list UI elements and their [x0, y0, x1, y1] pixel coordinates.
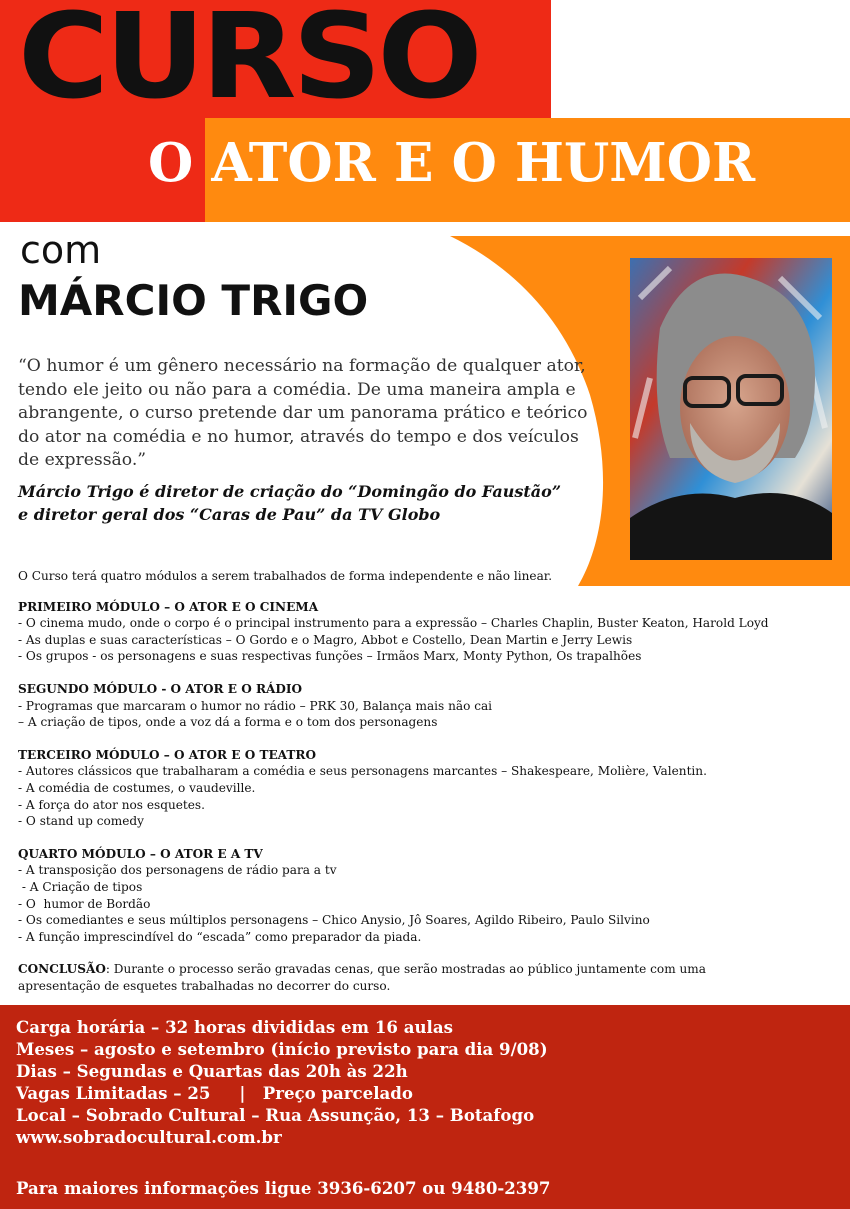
course-intro: O Curso terá quatro módulos a serem trabalhados de forma independente e não linear. — [18, 569, 553, 583]
footer-days: Dias – Segundas e Quartas das 20h às 22h — [16, 1061, 408, 1081]
module-item: - A força do ator nos esquetes. — [18, 797, 205, 812]
bio-line-2: e diretor geral dos “Caras de Pau” da TV Globo — [18, 505, 441, 524]
module-item: - A Criação de tipos — [18, 879, 143, 894]
module-item: – A criação de tipos, onde a voz dá a forma e o tom dos personagens — [18, 715, 438, 730]
module-item: - Os comediantes e seus múltiplos personagens – Chico Anysio, Jô Soares, Agildo Ribeiro, Paulo Silvino — [18, 913, 650, 928]
module-title: PRIMEIRO MÓDULO – O ATOR E O CINEMA — [18, 599, 319, 614]
conclusion-label: CONCLUSÃO — [18, 962, 106, 977]
module-title: SEGUNDO MÓDULO - O ATOR E O RÁDIO — [18, 681, 303, 696]
footer-hours: Carga horária – 32 horas divididas em 16 aulas — [16, 1017, 453, 1037]
module-4 — [18, 846, 838, 946]
module-3 — [18, 747, 838, 830]
footer-contact: Para maiores informações ligue 3936-6207 ou 9480-2397 — [16, 1178, 551, 1198]
conclusion-text: : Durante o processo serão gravadas cenas, que serão mostradas ao público juntamente com uma — [105, 962, 706, 977]
module-item: - O stand up comedy — [18, 814, 144, 829]
module-title: QUARTO MÓDULO – O ATOR E A TV — [18, 846, 263, 861]
footer-vacancies: Vagas Limitadas – 25 | Preço parcelado — [16, 1083, 413, 1103]
course-quote: “O humor é um gênero necessário na formação de qualquer ator, tendo ele jeito ou não para a comédia. De uma maneira ampla e abrangente, o curso pretende dar um panorama prático e teórico do ator na comédia e no humor, através do tempo e dos veículos de expressão.” — [18, 356, 588, 470]
module-item: - O humor de Bordão — [18, 896, 151, 911]
module-title: TERCEIRO MÓDULO – O ATOR E O TEATRO — [18, 747, 316, 762]
presenter-name: MÁRCIO TRIGO — [18, 276, 369, 325]
presenter-photo — [630, 258, 832, 560]
course-content — [18, 568, 838, 994]
conclusion-line-1 — [18, 961, 838, 978]
footer-months: Meses – agosto e setembro (início previsto para dia 9/08) — [16, 1039, 548, 1059]
conclusion-line-2: apresentação de esquetes trabalhadas no decorrer do curso. — [18, 978, 391, 993]
module-item: - A comédia de costumes, o vaudeville. — [18, 780, 256, 795]
footer-website-link[interactable]: www.sobradocultural.com.br — [16, 1127, 282, 1147]
module-item: - Autores clássicos que trabalharam a comédia e seus personagens marcantes – Shakespeare, Molière, Valentin. — [18, 764, 707, 779]
module-1 — [18, 599, 838, 665]
title-curso: CURSO — [18, 0, 479, 125]
footer-info — [16, 1016, 836, 1148]
module-item: - Programas que marcaram o humor no rádio – PRK 30, Balança mais não cai — [18, 698, 493, 713]
module-item: - A transposição dos personagens de rádio para a tv — [18, 863, 337, 878]
module-item: - Os grupos - os personagens e suas respectivas funções – Irmãos Marx, Monty Python, Os trapalhões — [18, 649, 642, 664]
presenter-bio — [18, 480, 608, 526]
footer-location: Local – Sobrado Cultural – Rua Assunção, 13 – Botafogo — [16, 1105, 535, 1125]
module-item: - O cinema mudo, onde o corpo é o principal instrumento para a expressão – Charles Chaplin, Buster Keaton, Harold Loyd — [18, 616, 769, 631]
module-2 — [18, 681, 838, 731]
conclusion — [18, 961, 838, 994]
module-item: - As duplas e suas características – O Gordo e o Magro, Abbot e Costello, Dean Martin e Jerry Lewis — [18, 632, 633, 647]
presenter-with-label: com — [20, 228, 102, 272]
bio-line-1: Márcio Trigo é diretor de criação do “Domingão do Faustão” — [18, 482, 562, 501]
module-item: - A função imprescindível do “escada” como preparador da piada. — [18, 929, 422, 944]
title-o-ator-e-o-humor: O ATOR E O HUMOR — [148, 132, 756, 194]
